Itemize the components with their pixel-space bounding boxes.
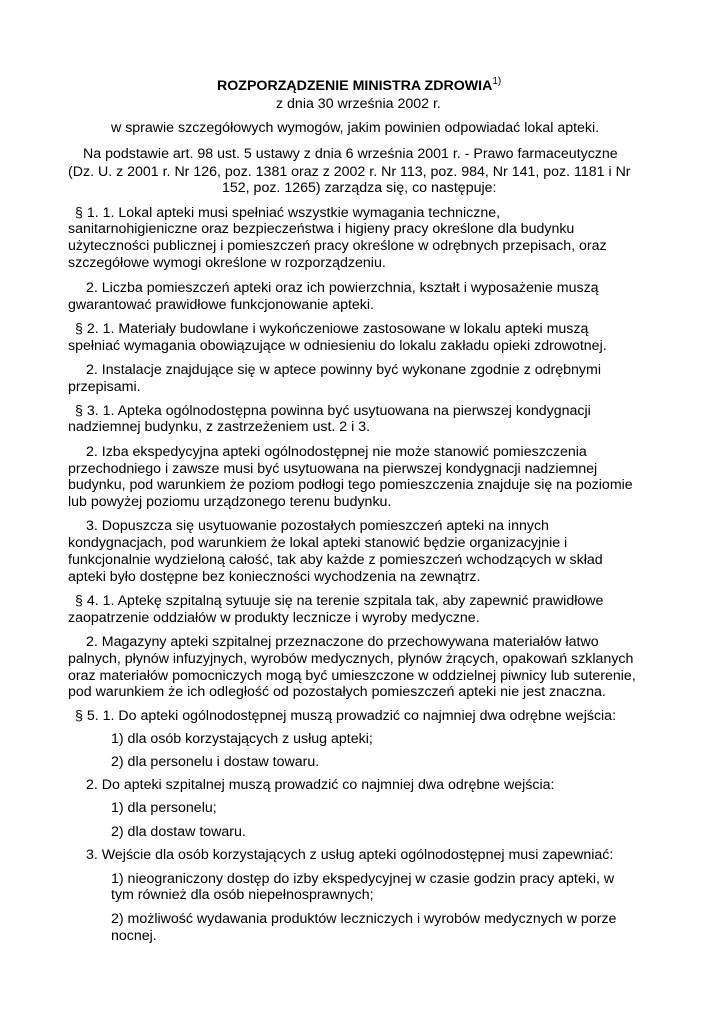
title-text: ROZPORZĄDZENIE MINISTRA ZDROWIA [217, 78, 493, 94]
paragraph-line: § 3. 1. Apteka ogólnodostępna powinna być usytuowana na pierwszej kondygnacji [75, 403, 591, 419]
paragraph-line: lub powyżej poziomu urządzonego terenu budynku. [68, 494, 392, 510]
footnote-marker: 1) [492, 76, 502, 87]
paragraph-line: 3. Dopuszcza się usytuowanie pozostałych pomieszczeń apteki na innych [86, 518, 549, 534]
preamble-line: Na podstawie art. 98 ust. 5 ustawy z dnia 6 września 2001 r. - Prawo farmaceutyczne [83, 146, 618, 162]
paragraph-line: szczegółowe wymogi określone w rozporządzeniu. [68, 255, 386, 271]
list-item: 2) dla dostaw towaru. [111, 824, 246, 840]
list-item: 1) dla osób korzystających z usług apteki; [111, 731, 373, 747]
paragraph-line: przechodniego i zawsze musi być usytuowana na pierwszej kondygnacji nadziemnej [68, 461, 598, 477]
paragraph-line: spełniać wymagania obowiązujące w odniesieniu do lokalu zakładu opieki zdrowotnej. [68, 338, 607, 354]
paragraph-line: zaopatrzenie oddziałów w produkty lecznicze i wyroby medyczne. [68, 610, 480, 626]
paragraph-line: 2. Instalacje znajdujące się w aptece powinny być wykonane zgodnie z odrębnymi [86, 362, 601, 378]
paragraph-line: § 4. 1. Aptekę szpitalną sytuuje się na terenie szpitala tak, aby zapewnić prawidłowe [75, 593, 604, 609]
paragraph-line: oraz materiałów pomocniczych mogą być umieszczone w oddzielnej piwnicy lub suterenie, [68, 668, 636, 684]
paragraph-line: gwarantować prawidłowe funkcjonowanie apteki. [68, 297, 374, 313]
paragraph-line: 2. Izba ekspedycyjna apteki ogólnodostępnej nie może stanowić pomieszczenia [86, 444, 587, 460]
preamble-line: 152, poz. 1265) zarządza się, co następuje: [222, 180, 497, 196]
paragraph-line: § 5. 1. Do apteki ogólnodostępnej muszą prowadzić co najmniej dwa odrębne wejścia: [75, 708, 617, 724]
paragraph-line: funkcjonalnie wydzieloną całość, tak aby każde z pomieszczeń wchodzących w skład [68, 552, 603, 568]
paragraph-line: 2. Liczba pomieszczeń apteki oraz ich powierzchnia, kształt i wyposażenie muszą [86, 280, 599, 296]
paragraph-line: sanitarnohigieniczne oraz bezpieczeństwa i higieny pracy określone dla budynku [68, 221, 575, 237]
paragraph-line: palnych, płynów infuzyjnych, wyrobów medycznych, płynów żrących, opakowań szklanych [68, 651, 634, 667]
document-title [217, 78, 501, 95]
preamble-line: (Dz. U. z 2001 r. Nr 126, poz. 1381 oraz z 2002 r. Nr 113, poz. 984, Nr 141, poz. 1181 i Nr [68, 164, 631, 180]
paragraph-line: użyteczności publicznej i pomieszczeń pracy określone w odrębnych przepisach, oraz [68, 238, 607, 254]
list-item: 1) dla personelu; [111, 800, 217, 816]
paragraph-line: budynku, pod warunkiem że poziom podłogi tego pomieszczenia znajduje się na poziomie [68, 477, 633, 493]
list-item: 2) możliwość wydawania produktów leczniczych i wyrobów medycznych w porze [111, 911, 617, 927]
paragraph-line: nadziemnej budynku, z zastrzeżeniem ust. 2 i 3. [68, 419, 371, 435]
document-date: z dnia 30 września 2002 r. [276, 96, 441, 112]
paragraph-line: § 2. 1. Materiały budowlane i wykończeniowe zastosowane w lokalu apteki muszą [75, 321, 589, 337]
paragraph-line: 2. Magazyny apteki szpitalnej przeznaczone do przechowywana materiałów łatwo [86, 634, 599, 650]
paragraph-line: przepisami. [68, 379, 141, 395]
paragraph-line: kondygnacjach, pod warunkiem że lokal apteki stanowić będzie organizacyjnie i [68, 535, 568, 551]
list-item-continuation: nocnej. [111, 928, 157, 944]
paragraph-line: apteki było dostępne bez konieczności wychodzenia na zewnątrz. [68, 569, 481, 585]
paragraph-line: 2. Do apteki szpitalnej muszą prowadzić co najmniej dwa odrębne wejścia: [86, 777, 555, 793]
paragraph-line: pod warunkiem że ich odległość od pozostałych pomieszczeń apteki nie jest znaczna. [68, 684, 606, 700]
paragraph-line: § 1. 1. Lokal apteki musi spełniać wszystkie wymagania techniczne, [75, 205, 501, 221]
document-subject: w sprawie szczegółowych wymogów, jakim powinien odpowiadać lokal apteki. [111, 120, 600, 136]
paragraph-line: 3. Wejście dla osób korzystających z usług apteki ogólnodostępnej musi zapewniać: [86, 847, 614, 863]
list-item: 2) dla personelu i dostaw towaru. [111, 754, 320, 770]
list-item: 1) nieograniczony dostęp do izby ekspedycyjnej w czasie godzin pracy apteki, w [111, 871, 615, 887]
list-item-continuation: tym również dla osób niepełnosprawnych; [111, 887, 374, 903]
